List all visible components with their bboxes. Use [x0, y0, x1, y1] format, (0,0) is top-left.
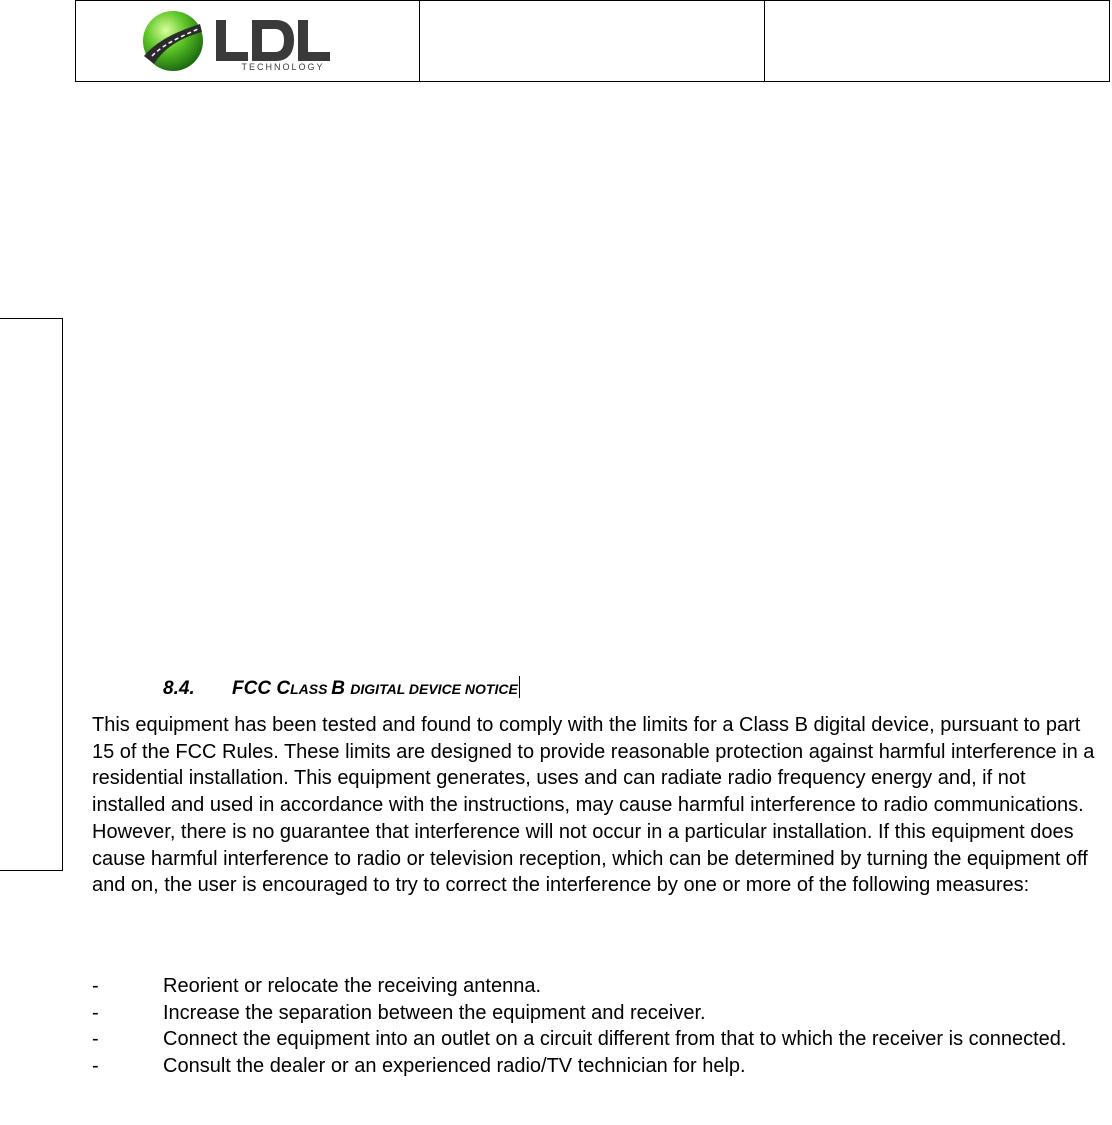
list-item [92, 1053, 1102, 1080]
bullet-dash: - [92, 975, 99, 997]
list-item-text: Reorient or relocate the receiving antenna. [163, 975, 542, 997]
list-item [92, 1026, 1102, 1053]
measures-list [92, 973, 1102, 1079]
bullet-dash: - [92, 1028, 99, 1050]
list-item [92, 973, 1102, 1000]
ldl-technology-logo [138, 10, 358, 72]
section-heading [163, 676, 520, 700]
bullet-dash: - [92, 1001, 99, 1024]
title-part: C [276, 678, 291, 699]
list-item-text: Consult the dealer or an experienced radio/TV technician for help. [163, 1054, 746, 1077]
title-part: B [331, 678, 351, 699]
title-part: DIGITAL DEVICE NOTICE [350, 681, 518, 697]
title-part: FCC [232, 678, 277, 699]
section-number: 8.4. [163, 678, 195, 699]
bullet-dash: - [92, 1054, 99, 1077]
header-logo-cell [76, 1, 420, 82]
margin-side-box [0, 318, 63, 871]
header-cell-3 [765, 1, 1110, 82]
header-cell-2 [420, 1, 765, 82]
title-part: LASS [290, 681, 332, 697]
list-item [92, 1000, 1102, 1027]
text-cursor [519, 676, 520, 698]
company-logo [76, 1, 419, 81]
list-item-text: Increase the separation between the equipment and receiver. [163, 1001, 706, 1024]
section-title [232, 678, 518, 699]
fcc-notice-paragraph: This equipment has been tested and found to comply with the limits for a Class B digital device, pursuant to part 15 of the FCC Rules. These limits are designed to provide reasonable protection against harmful interference in a residential installation. This equipment generates, uses and can radiate radio frequency energy and, if not installed and used in accordance with the instructions, may cause harmful interference to radio communications. However, there is no guarantee that interference will not occur in a particular installation. If this equipment does cause harmful interference to radio or television reception, which can be determined by turning the equipment off and on, the user is encouraged to try to correct the interference by one or more of the following measures: [92, 714, 1095, 897]
list-item-text: Connect the equipment into an outlet on a circuit different from that to which the receiver is connected. [163, 1028, 1067, 1050]
logo-subtitle: TECHNOLOGY [240, 62, 325, 72]
header-table [75, 0, 1110, 82]
